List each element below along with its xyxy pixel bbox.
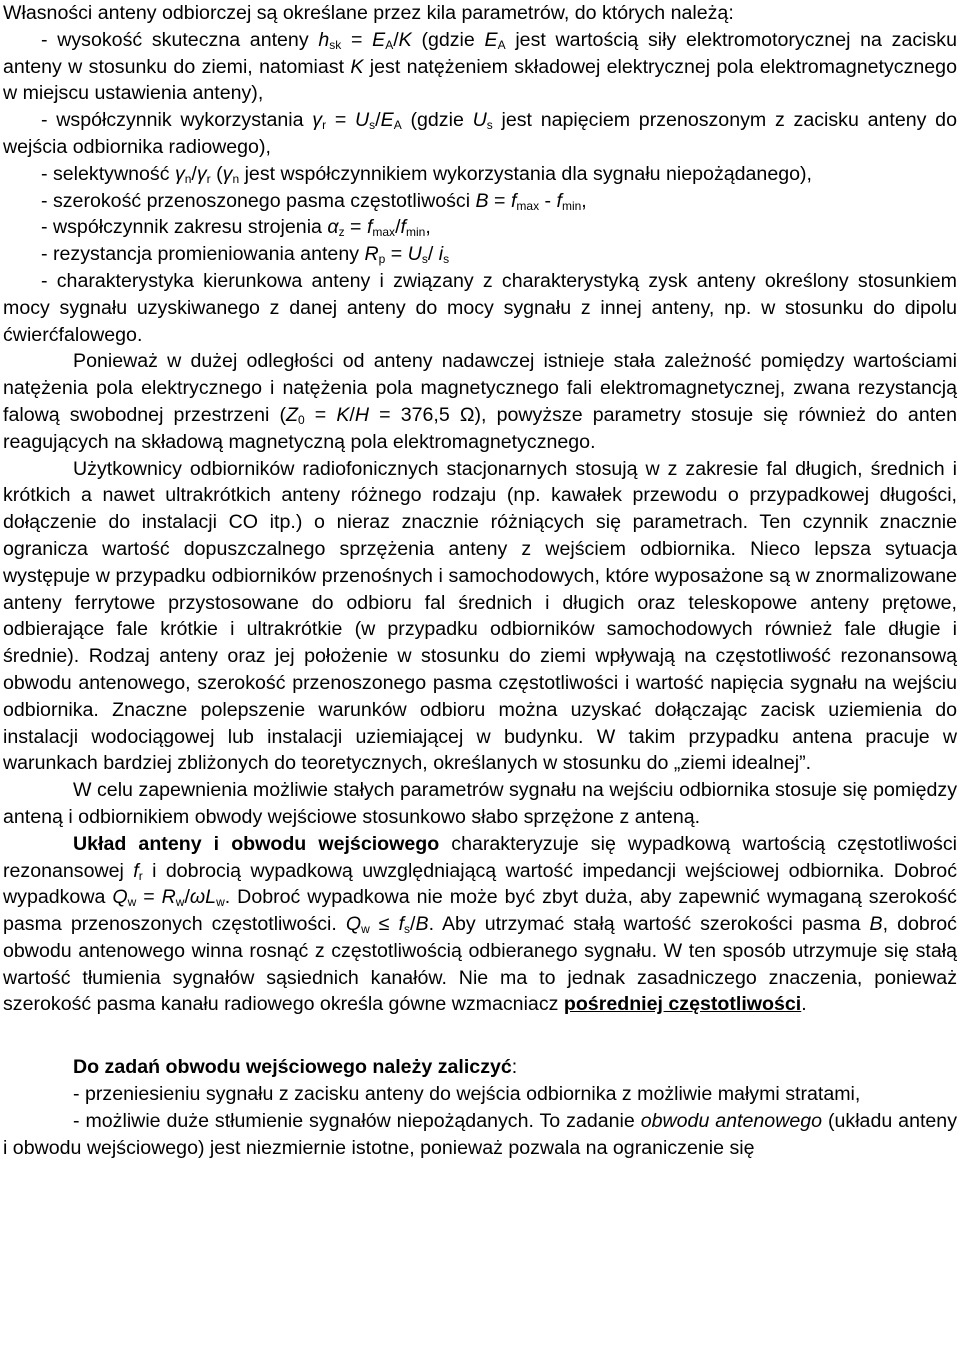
param-directional-characteristic: - charakterystyka kierunkowa anteny i związany z charakterystyką zysk anteny określony stosunkiem mocy sygnału uzyskiwanego z danej anteny do mocy sygnału z innej anteny, np. w stosunku do dipolu ćwierćfalowego. xyxy=(3,269,957,346)
task-transfer: - przeniesieniu sygnału z zacisku anteny do wejścia odbiornika z możliwie małymi stratami, xyxy=(73,1083,861,1106)
param-tuning-range: - współczynnik zakresu strojenia $\alpha_z = f_{max}/f_{min}$, xyxy=(41,216,431,240)
intro-line: Własności anteny odbiorczej są określane przez kila parametrów, do których należą: xyxy=(3,2,734,24)
paragraph-wave-resistance: Ponieważ w dużej odległości od anteny nadawczej istnieje stała zależność pomiędzy wartościami natężenia pola elektrycznego i natężenia pola magnetycznego fali elektromagnetycznej, zwana rezystancją falową swobodnej przestrzeni ($Z_0 = K/H = 376,5$ Ω), powyższe parametry stosuje się również do anten reagujących na składową magnetyczną pola elektromagnetycznego. xyxy=(3,350,957,453)
param-bandwidth: - szerokość przenoszonego pasma częstotliwości $B = f_{max} - f_{min}$, xyxy=(41,189,587,213)
paragraph-weak-coupling: W celu zapewnienia możliwie stałych parametrów sygnału na wejściu odbiornika stosuje się pomiędzy anteną i odbiornikiem obwody wejściowe stosunkowo słabo sprzężone z anteną. xyxy=(3,779,957,828)
spacer xyxy=(3,1018,957,1054)
param-utilization: - współczynnik wykorzystania $\gamma_r = U_s/E_A$ (gdzie $U_s$ jest napięciem przenoszonym z zacisku anteny do wejścia odbiornika radiowego), xyxy=(3,109,957,158)
param-selectivity: - selektywność $\gamma_n/\gamma_r$ ($\gamma_n$ jest współczynnikiem wykorzystania dla sygnału niepożądanego), xyxy=(41,162,812,186)
paragraph-stationary-receivers: Użytkownicy odbiorników radiofonicznych stacjonarnych stosują w z zakresie fal długich, średnich i krótkich a nawet ultrakrótkich anteny różnego rodzaju (np. kawałek przewodu o przypadkowej długości, dołączenie do instalacji CO itp.) o nieraz znacznie różniących się parametrach. Ten czynnik znacznie ogranicza wartość dopuszczalnego sprzężenia anteny z wejściem odbiornika. Nieco lepsza sytuacja występuje w przypadku odbiorników przenośnych i samochodowych, które wyposażone są w znormalizowane anteny ferrytowe przystosowane do odbioru fal średnich i długich oraz teleskopowe anteny prętowe, odbierające fale krótkie i ultrakrótkie (w przypadku odbiorników samochodowych również fale długie i średnie). Rodzaj anteny oraz jej położenie w stosunku do ziemi wpływają na częstotliwość rezonansową obwodu antenowego, szerokość przenoszonego pasma częstotliwości i wartość napięcia sygnału na wejściu odbiornika. Znaczne polepszenie warunków odbioru można uzyskać dołączając zacisk uziemienia do instalacji wodociągowej lub instalacji uziemiającej w budynku. W takim przypadku antena pracuje w warunkach bardziej zbliżonych do teoretycznych, określanych w stosunku do „ziemi idealnej”. xyxy=(3,457,957,775)
param-effective-height: - wysokość skuteczna anteny $h_{sk} = E_A/K$ (gdzie $E_A$ jest wartością siły elektromotorycznej na zacisku anteny w stosunku do ziemi, natomiast K jest natężeniem składowej elektrycznej pola elektromagnetycznego w miejscu ustawienia anteny), xyxy=(3,28,957,105)
paragraph-input-circuit: Układ anteny i obwodu wejściowego charakteryzuje się wypadkową wartością częstotliwości rezonansowej $f_r$ i dobrocią wypadkową uwzględniającą wartość impedancji wejściowej odbiornika. Dobroć wypadkowa $Q_w = R_w/\omega L_w$. Dobroć wypadkowa nie może być zbyt duża, aby zapewnić wymaganą szerokość pasma przenoszonych częstotliwości. $Q_w \le f_s/B$. Aby utrzymać stałą wartość szerokości pasma B, dobroć obwodu antenowego winna rosnąć z częstotliwością odbieranego sygnału. W ten sposób utrzymuje się stałą wartość tłumienia sygnałów sąsiednich kanałów. Nie ma to jednak zasadniczego znaczenia, ponieważ szerokość pasma kanału radiowego określa gówne wzmacniacz pośredniej częstotliwości. xyxy=(3,832,957,1016)
tasks-heading: Do zadań obwodu wejściowego należy zaliczyć: xyxy=(73,1056,518,1079)
bold-term: Układ anteny i obwodu wejściowego xyxy=(73,832,440,855)
param-radiation-resistance: - rezystancja promieniowania anteny $R_p = U_s/$ $i_s$ xyxy=(41,243,450,267)
task-suppression: - możliwie duże stłumienie sygnałów niepożądanych. To zadanie obwodu antenowego (układu anteny i obwodu wejściowego) jest niezmiernie istotne, ponieważ pozwala na ograniczenie się xyxy=(3,1109,957,1159)
underlined-term: pośredniej częstotliwości xyxy=(563,993,802,1016)
